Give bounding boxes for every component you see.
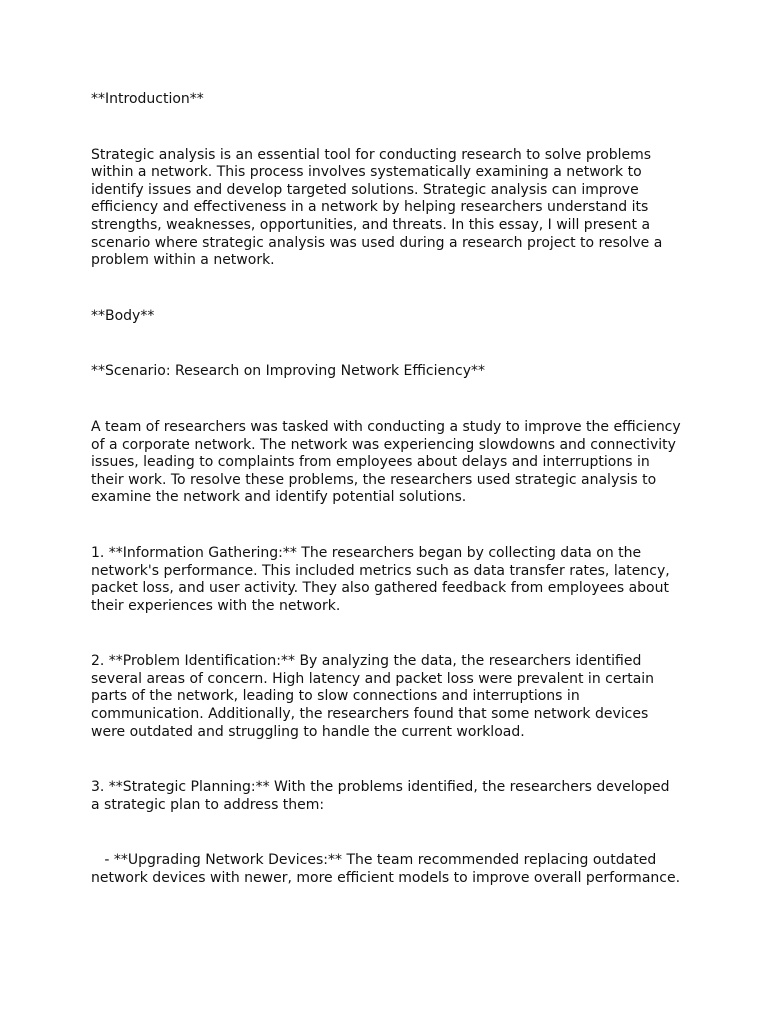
heading-introduction: **Introduction** [91,91,204,107]
heading-body: **Body** [91,307,155,324]
paragraph-scenario: A team of researchers was tasked with conducting a study to improve the efficiency of a corporate network. The network was experiencing slowdowns and connectivity issues, leading to complaints from employees about delays and interruptions in their work. To resolve these problems, the researchers used strategic analysis to examine the network and identify potential solutions. [91,418,681,506]
document-body [91,91,681,926]
heading-scenario: **Scenario: Research on Improving Network Efficiency** [91,363,485,380]
sub-list-item-upgrading-devices: - **Upgrading Network Devices:** The team recommended replacing outdated network devices with newer, more efficient models to improve overall performance. [91,852,681,887]
list-item-information-gathering: 1. **Information Gathering:** The researchers began by collecting data on the network's performance. This included metrics such as data transfer rates, latency, packet loss, and user activity. They also gathered feedback from employees about their experiences with the network. [91,544,670,614]
list-item-strategic-planning: 3. **Strategic Planning:** With the problems identified, the researchers developed a strategic plan to address them: [91,779,670,813]
paragraph-introduction: Strategic analysis is an essential tool for conducting research to solve problems within a network. This process involves systematically examining a network to identify issues and develop targeted solutions. Strategic analysis can improve efficiency and effectiveness in a network by helping researchers understand its strengths, weaknesses, opportunities, and threats. In this essay, I will present a scenario where strategic analysis was used during a research project to resolve a problem within a network. [91,146,663,269]
list-item-problem-identification: 2. **Problem Identification:** By analyzing the data, the researchers identified several areas of concern. High latency and packet loss were prevalent in certain parts of the network, leading to slow connections and interruptions in communication. Additionally, the researchers found that some network devices were outdated and struggling to handle the current workload. [91,653,655,740]
